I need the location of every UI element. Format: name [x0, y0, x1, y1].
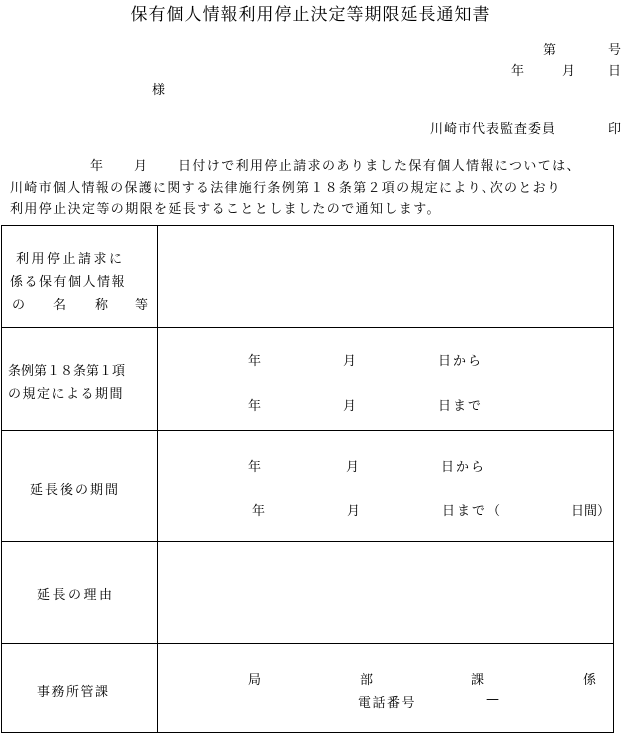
row1-label-no: の	[12, 298, 27, 313]
row3-to-day: 日まで（	[442, 504, 503, 519]
body-line1-month: 月	[134, 159, 148, 174]
row1-label-sho: 称	[95, 298, 110, 313]
row3-from-day: 日から	[441, 460, 487, 475]
date-month: 月	[562, 64, 576, 79]
date-year: 年	[511, 64, 525, 79]
table-column-divider	[157, 225, 158, 733]
body-line1-year: 年	[90, 159, 104, 174]
number-go: 号	[608, 43, 621, 58]
row3-from-month: 月	[346, 460, 360, 475]
sender-name: 川崎市代表監査委員	[430, 122, 557, 137]
row1-label-to: 等	[135, 298, 150, 313]
row4-label: 延長の理由	[37, 588, 115, 603]
table-row-divider	[1, 541, 614, 542]
row3-days: 日間）	[571, 504, 611, 519]
row5-label: 事務所管課	[37, 685, 110, 700]
recipient-suffix: 様	[152, 83, 166, 98]
row1-label-na: 名	[53, 298, 68, 313]
table-row-divider	[1, 430, 614, 431]
body-line2: 川崎市個人情報の保護に関する法律施行条例第１８条第２項の規定により､次のとおり	[10, 181, 562, 196]
row3-to-year: 年	[252, 504, 266, 519]
date-day: 日	[608, 64, 621, 79]
table-row-divider	[1, 327, 614, 328]
row2-from-day: 日から	[438, 354, 484, 369]
body-line1-rest: 日付けで利用停止請求のありました保有個人情報については、	[178, 159, 581, 174]
document-title: 保有個人情報利用停止決定等期限延長通知書	[130, 5, 491, 25]
row5-kyoku: 局	[248, 673, 262, 688]
row2-from-year: 年	[248, 354, 262, 369]
row3-to-month: 月	[347, 504, 361, 519]
row2-to-year: 年	[248, 399, 262, 414]
row5-kakari: 係	[583, 673, 597, 688]
number-dai: 第	[543, 43, 557, 58]
seal-mark: 印	[608, 122, 621, 137]
row3-label: 延長後の期間	[30, 483, 121, 498]
row5-phone-dash: —	[486, 692, 499, 707]
row2-label-line2: の規定による期間	[8, 387, 125, 402]
row2-label-line1: 条例第１８条第１項	[8, 364, 126, 379]
row2-from-month: 月	[343, 354, 357, 369]
row2-to-day: 日まで	[438, 399, 484, 414]
body-line3: 利用停止決定等の期限を延長することとしましたので通知します。	[10, 202, 441, 217]
row3-from-year: 年	[248, 460, 262, 475]
row5-ka: 課	[471, 673, 485, 688]
row5-bu: 部	[360, 673, 374, 688]
row1-label-line2: 係る保有個人情報	[10, 275, 127, 290]
row2-to-month: 月	[343, 399, 357, 414]
table-row-divider	[1, 643, 614, 644]
row1-label-line1: 利用停止請求に	[16, 252, 125, 267]
row5-phone-label: 電話番号	[358, 696, 417, 711]
